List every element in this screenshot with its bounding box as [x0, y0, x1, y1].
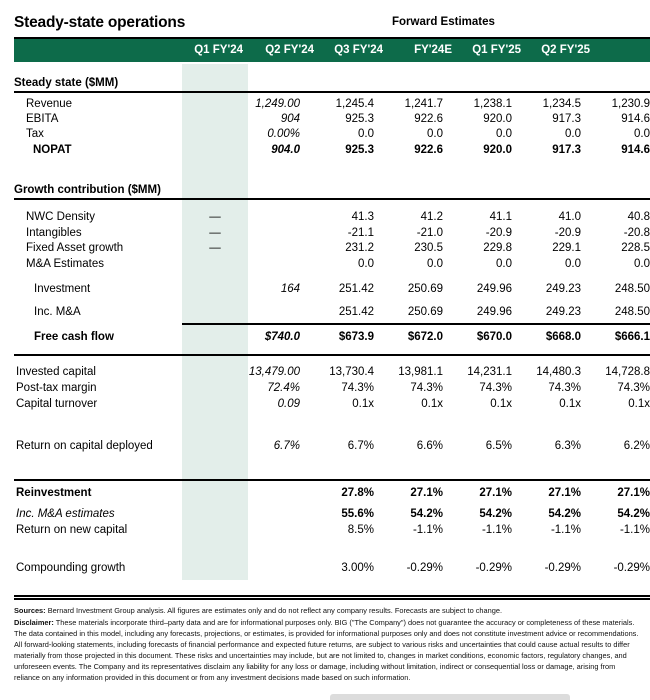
value-cell: -21.0	[416, 227, 443, 239]
table-row	[0, 440, 650, 456]
value-cell: 251.42	[338, 283, 374, 295]
disclaimer-note	[14, 617, 642, 683]
row-label: Reinvestment	[16, 487, 92, 499]
row-label: Post-tax margin	[16, 382, 97, 394]
value-cell: 0.0	[496, 128, 512, 140]
section-heading-steady-state: Steady state ($MM)	[14, 77, 119, 89]
value-cell: $673.9	[338, 331, 374, 343]
value-cell: 27.1%	[410, 487, 443, 499]
row-label: NWC Density	[26, 211, 96, 223]
q1-fy24-cell: $740.0	[264, 331, 300, 343]
q1-fy24-cell: 13,479.00	[248, 366, 300, 378]
column-header: Q2 FY'25	[541, 44, 590, 56]
row-label: EBITA	[26, 113, 59, 125]
value-cell: 27.1%	[548, 487, 581, 499]
value-cell: 249.23	[545, 283, 581, 295]
value-cell: 13,981.1	[398, 366, 443, 378]
row-label: Inc. M&A	[34, 306, 81, 318]
value-cell: -0.29%	[475, 562, 512, 574]
value-cell: 250.69	[407, 283, 443, 295]
value-cell: 920.0	[483, 144, 512, 156]
sources-text: Bernard Investment Group analysis. All figures are estimates only and do not reflect any company results. Forecasts are subject to change.	[45, 606, 503, 615]
value-cell: 1,241.7	[404, 98, 443, 110]
horizontal-scrollbar[interactable]	[330, 694, 570, 700]
row-label: Capital turnover	[16, 398, 98, 410]
column-header: Q1 FY'25	[472, 44, 521, 56]
section-rule	[14, 198, 650, 200]
value-cell: 248.50	[614, 306, 650, 318]
table-row	[0, 306, 650, 322]
section-rule	[14, 479, 650, 481]
value-cell: $670.0	[476, 331, 512, 343]
table-row	[0, 366, 650, 382]
table-row	[0, 331, 650, 347]
value-cell: $668.0	[545, 331, 581, 343]
table-row	[0, 258, 650, 274]
table-row	[0, 227, 650, 243]
row-label: Inc. M&A estimates	[16, 508, 115, 520]
value-cell: -20.9	[485, 227, 512, 239]
q1-fy24-cell: 904	[280, 113, 300, 125]
row-label: Return on capital deployed	[16, 440, 153, 452]
value-cell: -21.1	[347, 227, 374, 239]
table-row	[0, 98, 650, 114]
section-heading-growth: Growth contribution ($MM)	[14, 184, 161, 196]
page-title: Steady-state operations	[14, 14, 186, 31]
section-rule	[14, 91, 650, 93]
row-label: Invested capital	[16, 366, 96, 378]
value-cell: 920.0	[483, 113, 512, 125]
value-cell: 74.3%	[479, 382, 512, 394]
value-cell: 27.1%	[617, 487, 650, 499]
value-cell: 14,480.3	[536, 366, 581, 378]
row-label: Compounding growth	[16, 562, 126, 574]
value-cell: -20.8	[623, 227, 650, 239]
value-cell: 3.00%	[341, 562, 374, 574]
column-header: FY'24E	[414, 44, 452, 56]
value-cell: 6.3%	[554, 440, 581, 452]
value-cell: 40.8	[627, 211, 650, 223]
value-cell: -1.1%	[619, 524, 650, 536]
value-cell: 249.96	[476, 283, 512, 295]
value-cell: 917.3	[552, 113, 581, 125]
column-header: Q1 FY'24	[194, 44, 243, 56]
value-cell: 6.7%	[347, 440, 374, 452]
q1-fy24-cell: —	[209, 242, 221, 254]
q1-fy24-cell: 0.00%	[267, 128, 300, 140]
value-cell: 41.1	[489, 211, 512, 223]
double-rule-bottom	[14, 598, 650, 600]
value-cell: 41.3	[351, 211, 374, 223]
table-row	[0, 487, 650, 503]
value-cell: 914.6	[621, 113, 650, 125]
value-cell: 0.0	[427, 128, 443, 140]
q1-fy24-cell: 6.7%	[273, 440, 300, 452]
value-cell: 74.3%	[341, 382, 374, 394]
value-cell: 55.6%	[341, 508, 374, 520]
table-row	[0, 562, 650, 578]
column-header: Q2 FY'24	[265, 44, 314, 56]
row-label: M&A Estimates	[26, 258, 104, 270]
value-cell: 6.2%	[623, 440, 650, 452]
value-cell: -1.1%	[550, 524, 581, 536]
value-cell: 74.3%	[617, 382, 650, 394]
value-cell: 6.5%	[485, 440, 512, 452]
value-cell: 0.0	[358, 258, 374, 270]
value-cell: 41.0	[558, 211, 581, 223]
q1-fy24-cell: —	[209, 227, 221, 239]
value-cell: 6.6%	[416, 440, 443, 452]
value-cell: 922.6	[414, 113, 443, 125]
value-cell: 54.2%	[617, 508, 650, 520]
forward-estimates-label: Forward Estimates	[392, 16, 495, 28]
table-row	[0, 144, 650, 160]
value-cell: 229.8	[483, 242, 512, 254]
value-cell: 251.42	[338, 306, 374, 318]
value-cell: 228.5	[621, 242, 650, 254]
column-header: Q3 FY'24	[334, 44, 383, 56]
table-row	[0, 382, 650, 398]
value-cell: 54.2%	[479, 508, 512, 520]
row-label: Intangibles	[26, 227, 82, 239]
row-label: Tax	[26, 128, 44, 140]
footnotes	[14, 605, 642, 684]
value-cell: 0.1x	[421, 398, 443, 410]
q1-fy24-cell: 0.09	[277, 398, 300, 410]
table-row	[0, 283, 650, 299]
value-cell: 0.1x	[352, 398, 374, 410]
value-cell: 13,730.4	[329, 366, 374, 378]
value-cell: 917.3	[552, 144, 581, 156]
value-cell: $672.0	[407, 331, 443, 343]
value-cell: 27.1%	[479, 487, 512, 499]
row-label: Free cash flow	[34, 331, 114, 343]
value-cell: 0.0	[565, 258, 581, 270]
value-cell: 0.0	[565, 128, 581, 140]
q1-fy24-cell: 904.0	[271, 144, 300, 156]
value-cell: 925.3	[345, 113, 374, 125]
value-cell: 922.6	[414, 144, 443, 156]
table-row	[0, 524, 650, 540]
q1-fy24-cell: 164	[280, 283, 300, 295]
value-cell: -20.9	[554, 227, 581, 239]
value-cell: 1,238.1	[473, 98, 512, 110]
value-cell: -1.1%	[481, 524, 512, 536]
table-row	[0, 242, 650, 258]
value-cell: 74.3%	[410, 382, 443, 394]
value-cell: 14,231.1	[467, 366, 512, 378]
value-cell: 8.5%	[347, 524, 374, 536]
column-header-band	[14, 39, 650, 62]
value-cell: -1.1%	[412, 524, 443, 536]
sources-note	[14, 605, 642, 616]
row-label: Return on new capital	[16, 524, 128, 536]
table-row	[0, 398, 650, 414]
disclaimer-text: These materials incorporate third–party data and are for informational purposes only. BIG ("The Company") does not guarantee the accuracy or completeness of these materials. The data contained in this model, including any forecasts, projections, or estimates, is provided for informational purposes only and does not constitute investment advice or recommendations. All forward-looking statements, including forecasts of financial performance and expected future returns, are subject to various risks and uncertainties that could cause actual results to differ materially from those projected in this document. These risks and uncertainties may include, but are not limited to, changes in market conditions, economic factors, regulatory changes, and unforeseen events. The Company and its representatives disclaim any liability for any loss or damage, including without limitation, indirect or consequential loss or damage, arising from reliance on any information provided in this document or from any investment decisions made based on such information.	[14, 618, 639, 682]
value-cell: 74.3%	[548, 382, 581, 394]
value-cell: -0.29%	[613, 562, 650, 574]
sources-label: Sources:	[14, 606, 46, 615]
value-cell: 925.3	[345, 144, 374, 156]
row-label: Fixed Asset growth	[26, 242, 124, 254]
row-label: Investment	[34, 283, 91, 295]
value-cell: 249.23	[545, 306, 581, 318]
double-rule-top	[14, 595, 650, 597]
value-cell: 54.2%	[548, 508, 581, 520]
table-row	[0, 211, 650, 227]
value-cell: 914.6	[621, 144, 650, 156]
value-cell: 14,728.8	[605, 366, 650, 378]
value-cell: 0.0	[358, 128, 374, 140]
value-cell: 0.0	[496, 258, 512, 270]
value-cell: 0.1x	[490, 398, 512, 410]
value-cell: 41.2	[420, 211, 443, 223]
q1-fy24-cell: 1,249.00	[255, 98, 300, 110]
value-cell: 0.1x	[628, 398, 650, 410]
value-cell: 1,230.9	[611, 98, 650, 110]
value-cell: 231.2	[345, 242, 374, 254]
value-cell: 1,245.4	[335, 98, 374, 110]
value-cell: 248.50	[614, 283, 650, 295]
value-cell: $666.1	[614, 331, 650, 343]
value-cell: 27.8%	[341, 487, 374, 499]
table-row	[0, 113, 650, 129]
value-cell: -0.29%	[406, 562, 443, 574]
row-label: NOPAT	[33, 144, 72, 156]
title-row	[14, 12, 650, 36]
value-cell: 1,234.5	[542, 98, 581, 110]
table-row	[0, 128, 650, 144]
subtotal-rule	[182, 323, 650, 325]
value-cell: 0.0	[634, 128, 650, 140]
value-cell: 0.0	[427, 258, 443, 270]
value-cell: 250.69	[407, 306, 443, 318]
value-cell: 54.2%	[410, 508, 443, 520]
value-cell: 0.0	[634, 258, 650, 270]
section-rule	[14, 354, 650, 356]
row-label: Revenue	[26, 98, 73, 110]
q1-fy24-cell: —	[209, 211, 221, 223]
value-cell: -0.29%	[544, 562, 581, 574]
disclaimer-label: Disclaimer:	[14, 618, 54, 627]
table-row	[0, 508, 650, 524]
value-cell: 249.96	[476, 306, 512, 318]
q1-fy24-cell: 72.4%	[267, 382, 300, 394]
value-cell: 229.1	[552, 242, 581, 254]
value-cell: 0.1x	[559, 398, 581, 410]
value-cell: 230.5	[414, 242, 443, 254]
